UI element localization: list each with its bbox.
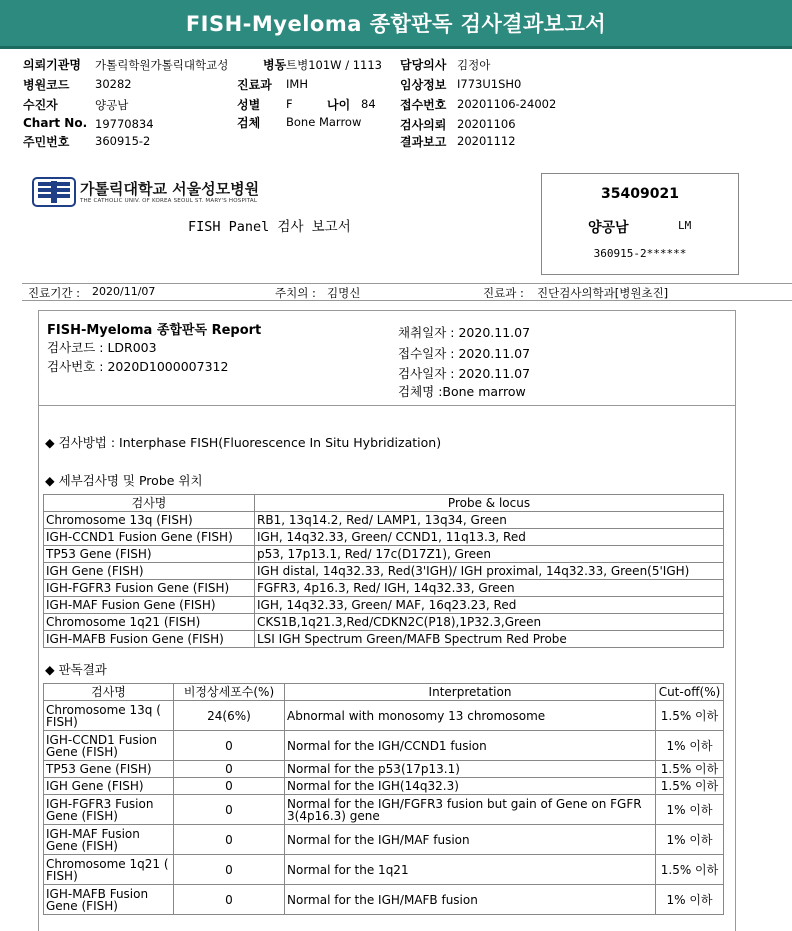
probe-section-title: ◆ 세부검사명 및 Probe 위치 [45, 473, 203, 488]
column-header: 비정상세포수(%) [174, 684, 285, 701]
header-value: 양공남 [95, 98, 129, 112]
header-label: 병원코드 [23, 78, 70, 92]
probe-cell: LSI IGH Spectrum Green/MAFB Spectrum Red Probe [255, 631, 724, 648]
test-name-cell: IGH Gene (FISH) [44, 563, 255, 580]
interpretation-cell: Normal for the IGH/CCND1 fusion [285, 731, 656, 761]
divider [22, 300, 792, 301]
header-label: 나이 [327, 98, 351, 112]
header-value: 가톨릭학원가톨릭대학교성 [95, 58, 229, 72]
cutoff-cell: 1.5% 이하 [656, 778, 724, 795]
column-header: 검사명 [44, 495, 255, 512]
header-label: 접수번호 [400, 98, 447, 112]
abnormal-cell: 0 [174, 825, 285, 855]
interpretation-cell: Normal for the IGH/MAFB fusion [285, 885, 656, 915]
table-row [44, 597, 724, 614]
test-name-cell: Chromosome 1q21 (FISH) [44, 614, 255, 631]
table-row [44, 563, 724, 580]
header-label: 검사의뢰 [400, 118, 447, 132]
interpretation-cell: Abnormal with monosomy 13 chromosome [285, 701, 656, 731]
test-name-cell: IGH-MAFB Fusion Gene (FISH) [44, 631, 255, 648]
header-info [23, 56, 792, 152]
doctor-value: 김명신 [327, 286, 361, 300]
table-row [44, 825, 724, 855]
cutoff-cell: 1.5% 이하 [656, 855, 724, 885]
result-table [43, 683, 724, 915]
divider [22, 283, 792, 284]
specimen-name: 검체명 :Bone marrow [398, 384, 526, 399]
header-label: 검체 [237, 116, 261, 130]
interpretation-cell: Normal for the IGH/MAF fusion [285, 825, 656, 855]
test-name-cell: Chromosome 1q21 ( FISH) [44, 855, 174, 885]
header-value: IMH [286, 77, 308, 91]
table-row [44, 731, 724, 761]
probe-cell: FGFR3, 4p16.3, Red/ IGH, 14q32.33, Green [255, 580, 724, 597]
report-title-bar [0, 0, 792, 46]
header-label: 수진자 [23, 98, 58, 112]
visit-period-value: 2020/11/07 [92, 285, 156, 298]
probe-table [43, 494, 724, 648]
column-header: 검사명 [44, 684, 174, 701]
test-name-cell: IGH-FGFR3 Fusion Gene (FISH) [44, 580, 255, 597]
abnormal-cell: 0 [174, 778, 285, 795]
hospital-name-en: THE CATHOLIC UNIV. OF KOREA SEOUL ST. MARY'S HOSPITAL [80, 198, 258, 204]
abnormal-cell: 0 [174, 855, 285, 885]
header-value: 30282 [95, 77, 132, 91]
header-value: 360915-2 [95, 134, 151, 148]
patient-rrn: 360915-2****** [593, 247, 687, 260]
result-section-title: ◆ 판독결과 [45, 662, 107, 677]
report-heading: FISH-Myeloma 종합판독 Report [47, 323, 262, 338]
interpretation-cell: Normal for the p53(17p13.1) [285, 761, 656, 778]
abnormal-cell: 0 [174, 885, 285, 915]
divider [39, 405, 735, 406]
header-label: Chart No. [23, 116, 88, 130]
header-value: 20201112 [457, 134, 516, 148]
interpretation-cell: Normal for the IGH(14q32.3) [285, 778, 656, 795]
interpretation-cell: Normal for the 1q21 [285, 855, 656, 885]
probe-cell: IGH distal, 14q32.33, Red(3'IGH)/ IGH proximal, 14q32.33, Green(5'IGH) [255, 563, 724, 580]
report-title: FISH-Myeloma 종합판독 검사결과보고서 [185, 12, 607, 36]
header-value: 김정아 [457, 58, 491, 72]
test-name-cell: IGH-MAF Fusion Gene (FISH) [44, 825, 174, 855]
header-label: 성별 [237, 98, 261, 112]
title-underline [0, 46, 792, 49]
test-name-cell: IGH-CCND1 Fusion Gene (FISH) [44, 529, 255, 546]
cutoff-cell: 1.5% 이하 [656, 761, 724, 778]
cutoff-cell: 1% 이하 [656, 825, 724, 855]
abnormal-cell: 24(6%) [174, 701, 285, 731]
table-row [44, 701, 724, 731]
patient-box [541, 173, 739, 275]
table-row [44, 512, 724, 529]
table-row [44, 778, 724, 795]
table-row [44, 580, 724, 597]
table-row [44, 546, 724, 563]
doctor-label: 주치의 : [275, 286, 316, 300]
method-line: ◆ 검사방법 : Interphase FISH(Fluorescence In Situ Hybridization) [45, 435, 442, 450]
test-name-cell: IGH Gene (FISH) [44, 778, 174, 795]
table-row [44, 631, 724, 648]
header-value: I773U1SH0 [457, 77, 522, 91]
table-row [44, 855, 724, 885]
cutoff-cell: 1% 이하 [656, 731, 724, 761]
collect-date: 채취일자 : 2020.11.07 [398, 325, 531, 340]
abnormal-cell: 0 [174, 761, 285, 778]
header-label: 결과보고 [400, 135, 447, 149]
header-label: 의뢰기관명 [23, 58, 81, 72]
header-value: 트병101W / 1113 [286, 58, 382, 72]
header-label: 주민번호 [23, 135, 70, 149]
header-value: F [286, 97, 293, 111]
table-header-row [44, 684, 724, 701]
header-value: Bone Marrow [286, 115, 362, 129]
header-label: 담당의사 [400, 58, 447, 72]
table-row [44, 529, 724, 546]
patient-name: 양공남 [588, 220, 629, 236]
table-row [44, 761, 724, 778]
probe-cell: RB1, 13q14.2, Red/ LAMP1, 13q34, Green [255, 512, 724, 529]
header-label: 임상정보 [400, 78, 447, 92]
probe-cell: p53, 17p13.1, Red/ 17c(D17Z1), Green [255, 546, 724, 563]
visit-period-label: 진료기간 : [28, 286, 80, 300]
cutoff-cell: 1% 이하 [656, 885, 724, 915]
header-label: 병동 [263, 58, 287, 72]
test-code: 검사코드 : LDR003 [47, 340, 157, 355]
test-name-cell: IGH-MAFB Fusion Gene (FISH) [44, 885, 174, 915]
test-number: 검사번호 : 2020D1000007312 [47, 359, 229, 374]
probe-cell: IGH, 14q32.33, Green/ CCND1, 11q13.3, Red [255, 529, 724, 546]
dept-label: 진료과 : [483, 286, 524, 300]
column-header: Cut-off(%) [656, 684, 724, 701]
abnormal-cell: 0 [174, 731, 285, 761]
probe-cell: CKS1B,1q21.3,Red/CDKN2C(P18),1P32.3,Green [255, 614, 724, 631]
probe-cell: IGH, 14q32.33, Green/ MAF, 16q23.23, Red [255, 597, 724, 614]
test-name-cell: TP53 Gene (FISH) [44, 761, 174, 778]
column-header: Probe & locus [255, 495, 724, 512]
header-value: 20201106-24002 [457, 97, 557, 111]
interpretation-cell: Normal for the IGH/FGFR3 fusion but gain of Gene on FGFR 3(4p16.3) gene [285, 795, 656, 825]
report-box [38, 310, 736, 931]
test-name-cell: IGH-CCND1 Fusion Gene (FISH) [44, 731, 174, 761]
cutoff-cell: 1.5% 이하 [656, 701, 724, 731]
test-name-cell: Chromosome 13q ( FISH) [44, 701, 174, 731]
column-header: Interpretation [285, 684, 656, 701]
header-value: 84 [361, 97, 376, 111]
header-value: 19770834 [95, 117, 154, 131]
test-name-cell: IGH-FGFR3 Fusion Gene (FISH) [44, 795, 174, 825]
test-name-cell: IGH-MAF Fusion Gene (FISH) [44, 597, 255, 614]
patient-sex-age: LM [678, 219, 692, 232]
table-row [44, 795, 724, 825]
test-name-cell: TP53 Gene (FISH) [44, 546, 255, 563]
test-name-cell: Chromosome 13q (FISH) [44, 512, 255, 529]
hospital-name: 가톨릭대학교 서울성모병원 [80, 180, 260, 198]
report-subtitle: FISH Panel 검사 보고서 [188, 219, 351, 235]
dept-value: 진단검사의학과[병원초진] [537, 286, 669, 300]
table-header-row [44, 495, 724, 512]
test-date: 검사일자 : 2020.11.07 [398, 366, 531, 381]
abnormal-cell: 0 [174, 795, 285, 825]
header-value: 20201106 [457, 117, 516, 131]
patient-id: 35409021 [601, 186, 679, 202]
hospital-logo-icon [32, 177, 76, 207]
header-label: 진료과 [237, 78, 272, 92]
receive-date: 접수일자 : 2020.11.07 [398, 346, 531, 361]
table-row [44, 614, 724, 631]
cutoff-cell: 1% 이하 [656, 795, 724, 825]
table-row [44, 885, 724, 915]
